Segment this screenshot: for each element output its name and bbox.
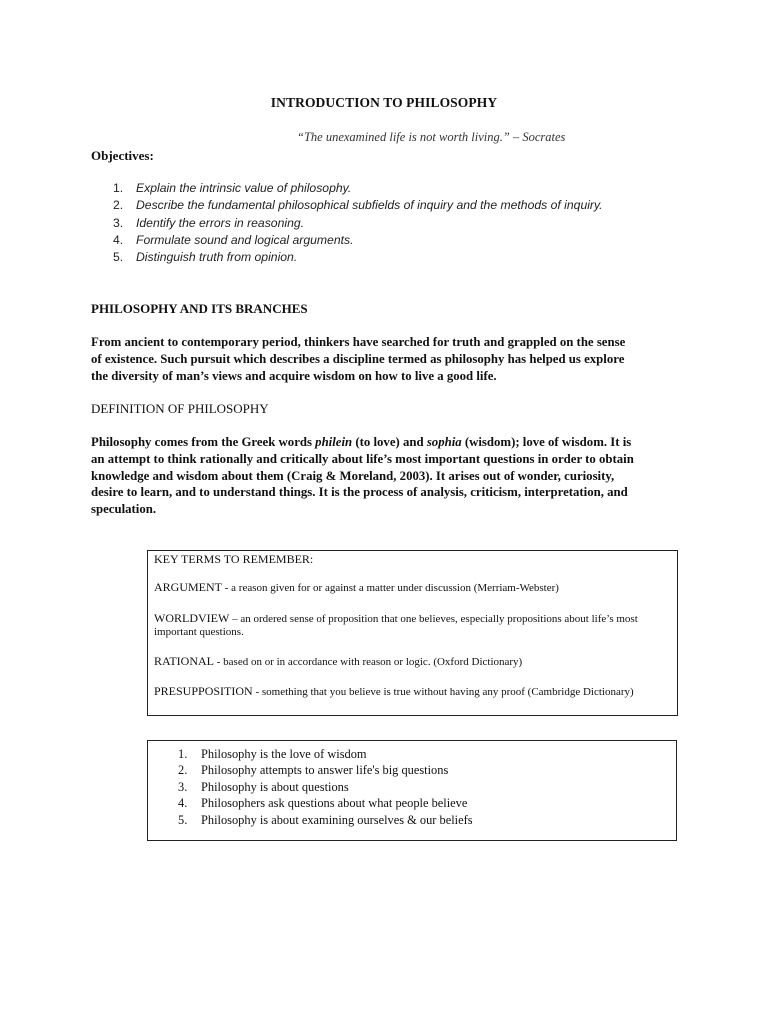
paragraph-line: the diversity of man’s views and acquire wisdom on how to live a good life.	[91, 368, 497, 383]
paragraph-line: an attempt to think rationally and critically about life’s most important questions in order to obtain	[91, 451, 634, 466]
term-philein: philein	[315, 435, 353, 449]
paragraph-line: of existence. Such pursuit which describes a discipline termed as philosophy has helped us explore	[91, 351, 625, 366]
key-term-worldview: WORLDVIEW – an ordered sense of proposition that one believes, especially propositions about life’s most important questions.	[154, 611, 638, 638]
list-item: 1. Philosophy is the love of wisdom	[178, 747, 367, 761]
branches-paragraph	[91, 334, 677, 384]
paragraph-line: desire to learn, and to understand things. It is the process of analysis, criticism, interpretation, and	[91, 485, 628, 500]
list-item: 1. Explain the intrinsic value of philosophy.	[113, 181, 352, 195]
paragraph-line: Philosophy comes from the Greek words philein (to love) and sophia (wisdom); love of wisdom. It is	[91, 435, 632, 449]
list-item: 4. Philosophers ask questions about what people believe	[178, 796, 468, 811]
definition-heading: DEFINITION OF PHILOSOPHY	[91, 401, 269, 416]
list-item: 4. Formulate sound and logical arguments.	[113, 232, 354, 247]
key-term-argument: ARGUMENT - a reason given for or against a matter under discussion (Merriam-Webster)	[154, 580, 559, 594]
list-item: 5. Philosophy is about examining ourselves & our beliefs	[178, 812, 473, 827]
objectives-heading: Objectives:	[91, 148, 154, 163]
paragraph-line: From ancient to contemporary period, thinkers have searched for truth and grappled on the sense	[91, 335, 626, 349]
key-terms-heading: KEY TERMS TO REMEMBER:	[154, 552, 314, 566]
page-title: INTRODUCTION TO PHILOSOPHY	[270, 95, 498, 110]
objectives-list	[113, 180, 603, 266]
key-term-rational: RATIONAL - based on or in accordance with reason or logic. (Oxford Dictionary)	[154, 654, 523, 668]
paragraph-line: knowledge and wisdom about them (Craig & Moreland, 2003). It arises out of wonder, curiosity,	[91, 468, 615, 483]
list-item: 3. Philosophy is about questions	[178, 779, 349, 794]
summary-list	[178, 746, 676, 828]
branches-heading: PHILOSOPHY AND ITS BRANCHES	[91, 301, 308, 316]
epigraph-quote: “The unexamined life is not worth living.” – Socrates	[297, 130, 566, 144]
key-term-presupposition: PRESUPPOSITION - something that you believe is true without having any proof (Cambridge Dictionary)	[154, 684, 634, 698]
term-sophia: sophia	[426, 435, 462, 449]
key-terms-box	[147, 550, 678, 716]
list-item: 2. Philosophy attempts to answer life's big questions	[178, 763, 449, 778]
definition-paragraph	[91, 434, 677, 518]
paragraph-line: speculation.	[91, 502, 157, 517]
list-item: 2. Describe the fundamental philosophical subfields of inquiry and the methods of inquiry.	[113, 198, 603, 213]
list-item: 5. Distinguish truth from opinion.	[113, 250, 298, 265]
list-item: 3. Identify the errors in reasoning.	[113, 215, 305, 230]
summary-box	[147, 740, 677, 841]
